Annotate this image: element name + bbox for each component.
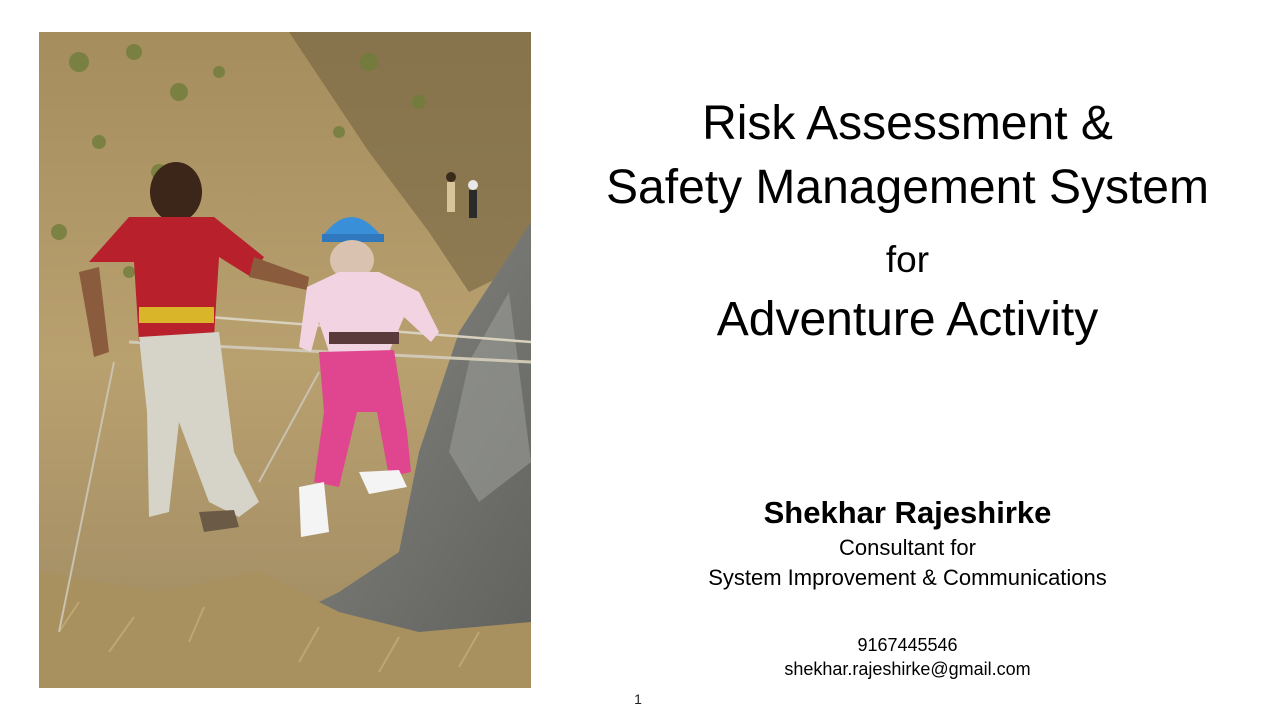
title-block	[555, 0, 1260, 720]
author-name: Shekhar Rajeshirke	[763, 495, 1052, 530]
rappelling-photo	[39, 32, 531, 688]
author-role-line-1: Consultant for	[839, 535, 976, 560]
title-line-4: Adventure Activity	[716, 293, 1099, 346]
rappelling-photo-icon	[39, 32, 531, 688]
title-line-3: for	[885, 239, 930, 280]
contact-phone: 9167445546	[857, 635, 958, 655]
title-line-2: Safety Management System	[606, 161, 1209, 214]
author-role-line-2: System Improvement & Communications	[708, 565, 1107, 590]
page-number: 1	[634, 691, 642, 707]
contact-email: shekhar.rajeshirke@gmail.com	[784, 659, 1031, 679]
title-line-1: Risk Assessment &	[702, 97, 1113, 150]
